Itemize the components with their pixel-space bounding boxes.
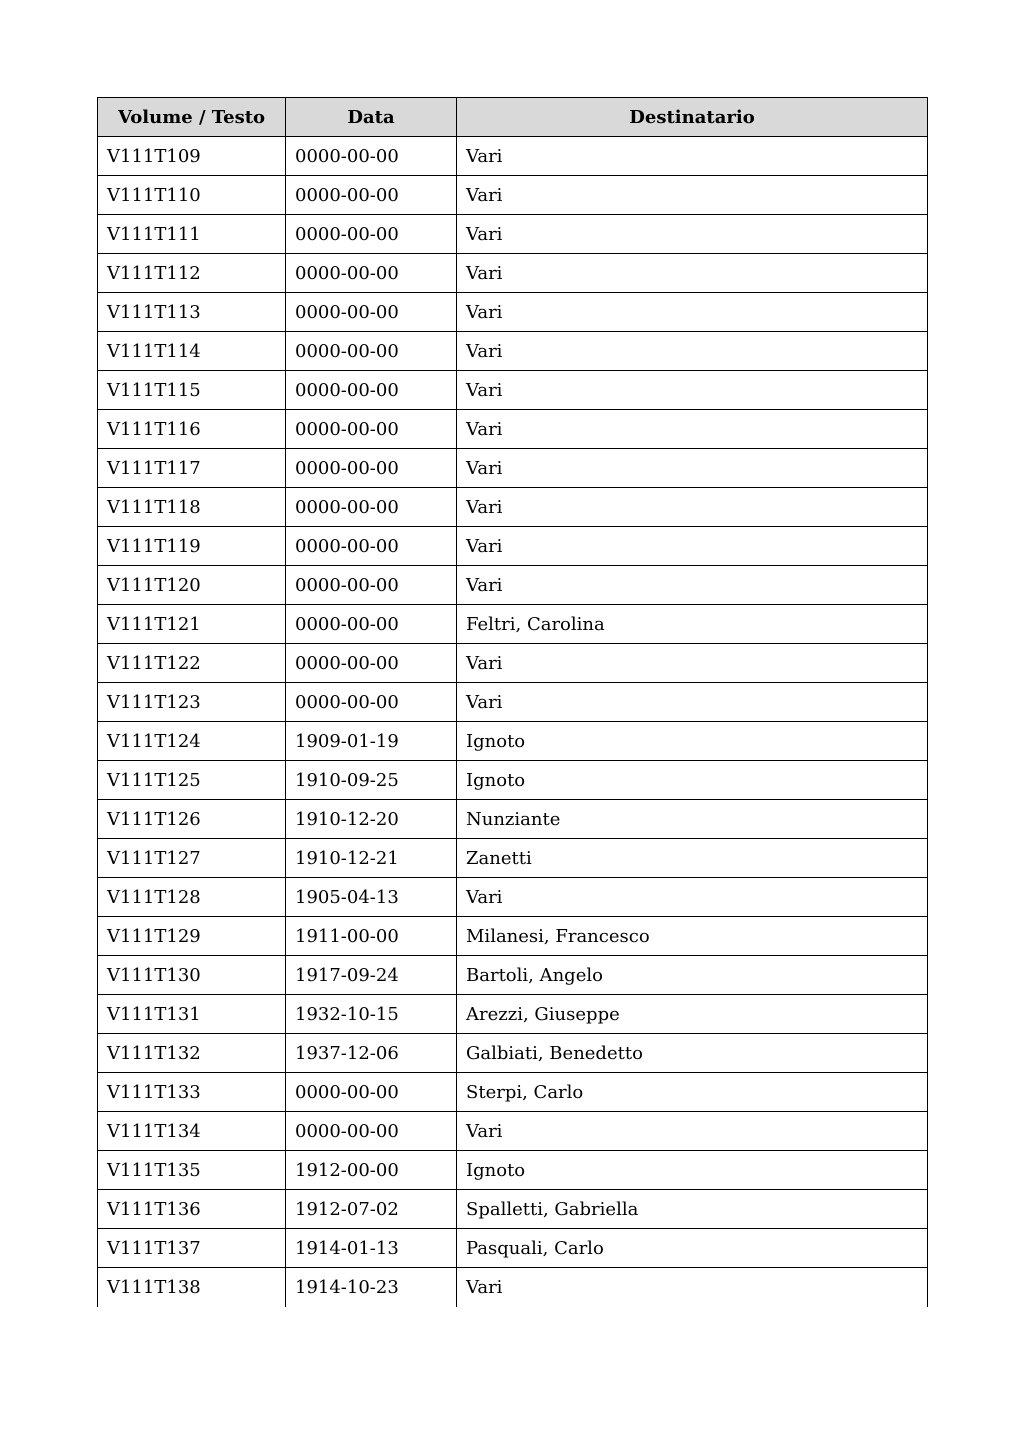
cell-destinatario: Vari <box>457 683 928 722</box>
cell-volume-testo: V111T131 <box>98 995 286 1034</box>
column-header-destinatario: Destinatario <box>457 98 928 137</box>
cell-volume-testo: V111T118 <box>98 488 286 527</box>
table-row <box>98 1073 928 1112</box>
table-row <box>98 488 928 527</box>
table-row <box>98 839 928 878</box>
table-row <box>98 1034 928 1073</box>
cell-data: 1912-00-00 <box>286 1151 457 1190</box>
cell-volume-testo: V111T135 <box>98 1151 286 1190</box>
cell-volume-testo: V111T116 <box>98 410 286 449</box>
cell-destinatario: Vari <box>457 371 928 410</box>
cell-volume-testo: V111T129 <box>98 917 286 956</box>
cell-data: 1910-09-25 <box>286 761 457 800</box>
cell-volume-testo: V111T121 <box>98 605 286 644</box>
cell-volume-testo: V111T124 <box>98 722 286 761</box>
cell-data: 0000-00-00 <box>286 332 457 371</box>
cell-destinatario: Vari <box>457 1268 928 1307</box>
cell-volume-testo: V111T113 <box>98 293 286 332</box>
cell-data: 1932-10-15 <box>286 995 457 1034</box>
table-row <box>98 1229 928 1268</box>
cell-data: 0000-00-00 <box>286 371 457 410</box>
cell-volume-testo: V111T132 <box>98 1034 286 1073</box>
cell-destinatario: Vari <box>457 1112 928 1151</box>
cell-destinatario: Vari <box>457 566 928 605</box>
cell-destinatario: Vari <box>457 449 928 488</box>
cell-destinatario: Spalletti, Gabriella <box>457 1190 928 1229</box>
table-row <box>98 605 928 644</box>
table-row <box>98 644 928 683</box>
cell-destinatario: Vari <box>457 332 928 371</box>
cell-volume-testo: V111T115 <box>98 371 286 410</box>
table-row <box>98 761 928 800</box>
cell-destinatario: Zanetti <box>457 839 928 878</box>
cell-data: 0000-00-00 <box>286 254 457 293</box>
cell-volume-testo: V111T122 <box>98 644 286 683</box>
cell-volume-testo: V111T128 <box>98 878 286 917</box>
cell-destinatario: Vari <box>457 176 928 215</box>
cell-data: 1912-07-02 <box>286 1190 457 1229</box>
cell-data: 0000-00-00 <box>286 137 457 176</box>
cell-data: 1910-12-21 <box>286 839 457 878</box>
cell-volume-testo: V111T130 <box>98 956 286 995</box>
table-row <box>98 410 928 449</box>
table-row <box>98 1268 928 1307</box>
table-row <box>98 722 928 761</box>
table-row <box>98 995 928 1034</box>
cell-destinatario: Ignoto <box>457 722 928 761</box>
table-row <box>98 800 928 839</box>
cell-destinatario: Vari <box>457 293 928 332</box>
cell-destinatario: Ignoto <box>457 1151 928 1190</box>
table-row <box>98 917 928 956</box>
cell-data: 1914-01-13 <box>286 1229 457 1268</box>
cell-volume-testo: V111T111 <box>98 215 286 254</box>
cell-destinatario: Vari <box>457 254 928 293</box>
table-row <box>98 566 928 605</box>
cell-data: 0000-00-00 <box>286 410 457 449</box>
column-header-volume-testo: Volume / Testo <box>98 98 286 137</box>
cell-volume-testo: V111T126 <box>98 800 286 839</box>
table-row <box>98 176 928 215</box>
cell-destinatario: Vari <box>457 137 928 176</box>
table-row <box>98 449 928 488</box>
cell-volume-testo: V111T114 <box>98 332 286 371</box>
cell-volume-testo: V111T117 <box>98 449 286 488</box>
records-table <box>97 97 928 1307</box>
cell-destinatario: Sterpi, Carlo <box>457 1073 928 1112</box>
cell-volume-testo: V111T127 <box>98 839 286 878</box>
cell-volume-testo: V111T109 <box>98 137 286 176</box>
cell-data: 0000-00-00 <box>286 527 457 566</box>
table-row <box>98 215 928 254</box>
cell-destinatario: Feltri, Carolina <box>457 605 928 644</box>
cell-data: 0000-00-00 <box>286 176 457 215</box>
header-row <box>98 98 928 137</box>
cell-volume-testo: V111T120 <box>98 566 286 605</box>
cell-data: 0000-00-00 <box>286 215 457 254</box>
cell-destinatario: Vari <box>457 215 928 254</box>
table-row <box>98 332 928 371</box>
cell-data: 1914-10-23 <box>286 1268 457 1307</box>
cell-data: 1917-09-24 <box>286 956 457 995</box>
cell-data: 0000-00-00 <box>286 293 457 332</box>
table-row <box>98 1190 928 1229</box>
cell-data: 0000-00-00 <box>286 1112 457 1151</box>
cell-volume-testo: V111T137 <box>98 1229 286 1268</box>
cell-destinatario: Vari <box>457 488 928 527</box>
table-row <box>98 878 928 917</box>
cell-volume-testo: V111T112 <box>98 254 286 293</box>
table-row <box>98 956 928 995</box>
table-row <box>98 371 928 410</box>
table-row <box>98 683 928 722</box>
table-row <box>98 527 928 566</box>
cell-destinatario: Vari <box>457 527 928 566</box>
cell-destinatario: Nunziante <box>457 800 928 839</box>
cell-destinatario: Milanesi, Francesco <box>457 917 928 956</box>
cell-data: 0000-00-00 <box>286 683 457 722</box>
cell-data: 0000-00-00 <box>286 644 457 683</box>
table-header <box>98 98 928 137</box>
cell-data: 0000-00-00 <box>286 605 457 644</box>
cell-destinatario: Galbiati, Benedetto <box>457 1034 928 1073</box>
cell-data: 1909-01-19 <box>286 722 457 761</box>
cell-data: 1910-12-20 <box>286 800 457 839</box>
cell-volume-testo: V111T125 <box>98 761 286 800</box>
table-row <box>98 1151 928 1190</box>
cell-destinatario: Vari <box>457 644 928 683</box>
cell-destinatario: Vari <box>457 410 928 449</box>
cell-volume-testo: V111T133 <box>98 1073 286 1112</box>
cell-data: 0000-00-00 <box>286 449 457 488</box>
cell-destinatario: Bartoli, Angelo <box>457 956 928 995</box>
cell-volume-testo: V111T110 <box>98 176 286 215</box>
cell-data: 1905-04-13 <box>286 878 457 917</box>
cell-data: 1937-12-06 <box>286 1034 457 1073</box>
column-header-data: Data <box>286 98 457 137</box>
table-row <box>98 1112 928 1151</box>
cell-data: 0000-00-00 <box>286 488 457 527</box>
cell-volume-testo: V111T134 <box>98 1112 286 1151</box>
table-row <box>98 293 928 332</box>
cell-volume-testo: V111T138 <box>98 1268 286 1307</box>
table-row <box>98 254 928 293</box>
table-row <box>98 137 928 176</box>
cell-volume-testo: V111T136 <box>98 1190 286 1229</box>
cell-destinatario: Pasquali, Carlo <box>457 1229 928 1268</box>
cell-data: 0000-00-00 <box>286 1073 457 1112</box>
cell-data: 1911-00-00 <box>286 917 457 956</box>
cell-destinatario: Vari <box>457 878 928 917</box>
table-body <box>98 137 928 1307</box>
cell-destinatario: Ignoto <box>457 761 928 800</box>
cell-volume-testo: V111T123 <box>98 683 286 722</box>
cell-volume-testo: V111T119 <box>98 527 286 566</box>
cell-data: 0000-00-00 <box>286 566 457 605</box>
cell-destinatario: Arezzi, Giuseppe <box>457 995 928 1034</box>
